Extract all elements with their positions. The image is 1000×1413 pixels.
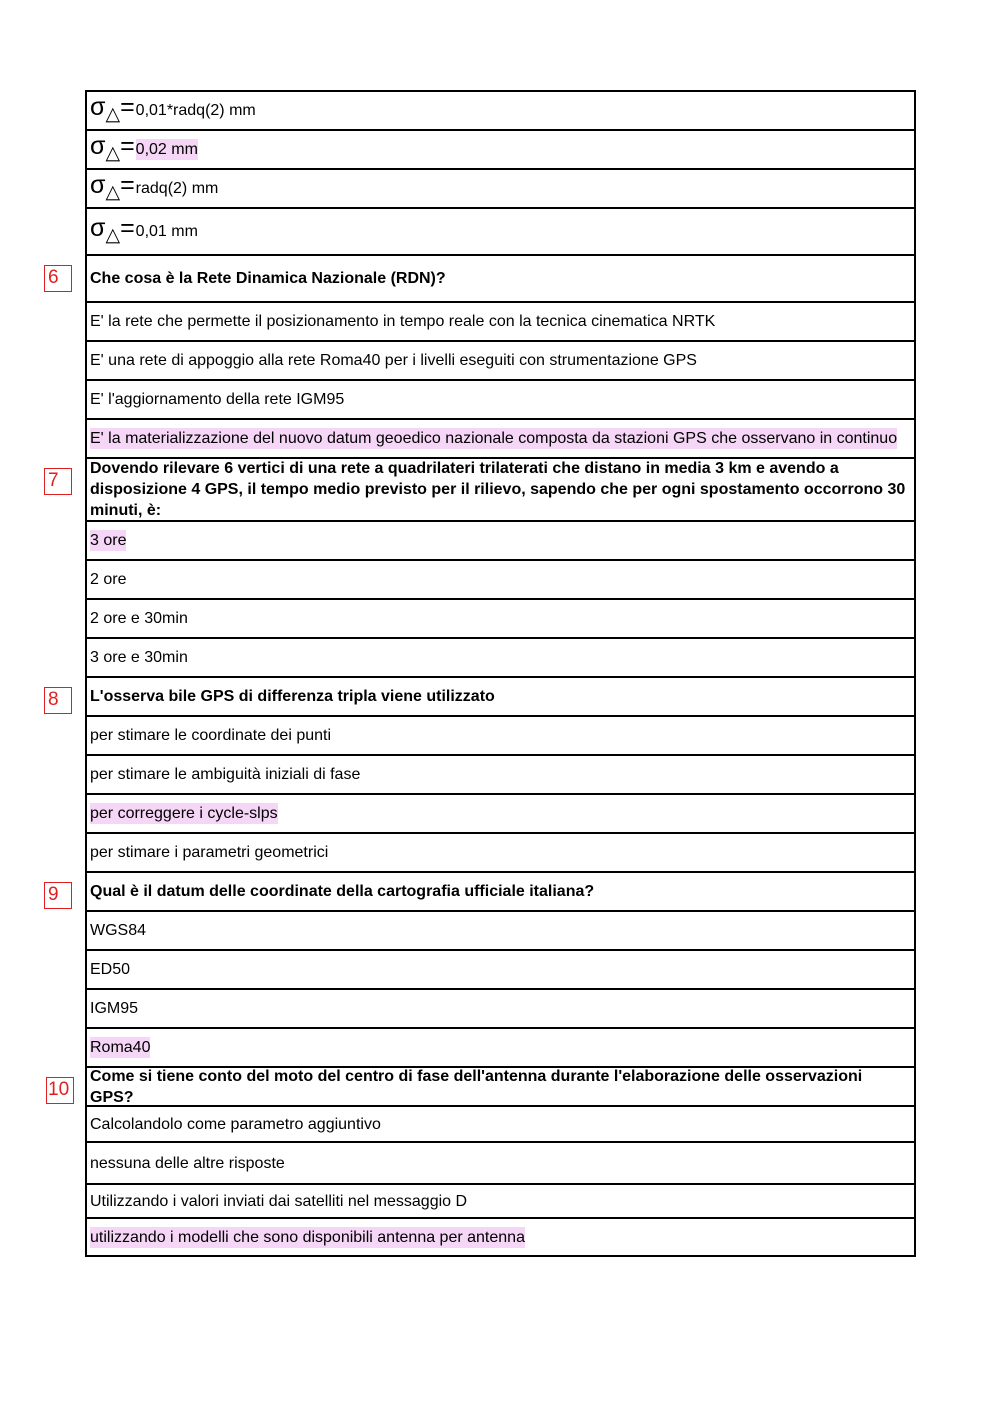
answer-text: E' una rete di appoggio alla rete Roma40 per i livelli eseguiti con strumentazione GPS (90, 352, 697, 369)
question-number-box: 8 (44, 687, 72, 714)
answer-option[interactable] (87, 795, 914, 834)
answer-text: IGM95 (90, 1000, 139, 1017)
question-row (87, 678, 914, 717)
delta-subscript: △ (105, 181, 121, 203)
question-text: Qual è il datum delle coordinate della cartografia ufficiale italiana? (90, 883, 595, 900)
sigma-delta-symbol (90, 213, 135, 248)
answer-option[interactable] (87, 1107, 914, 1143)
answer-option[interactable] (87, 1029, 914, 1068)
answer-option[interactable] (87, 1143, 914, 1185)
answer-text: 3 ore (90, 532, 127, 549)
answer-option[interactable] (87, 342, 914, 381)
delta-subscript: △ (105, 103, 121, 125)
equals-sign: = (120, 213, 135, 242)
answer-text: WGS84 (90, 922, 147, 939)
sigma-label: σ (90, 170, 106, 199)
delta-subscript: △ (105, 224, 121, 246)
answer-option[interactable] (87, 131, 914, 170)
answer-text: per stimare le coordinate dei punti (90, 727, 332, 744)
question-text: Dovendo rilevare 6 vertici di una rete a quadrilateri trilaterati che distano in media 3 km e avendo a disposizione 4 GPS, il tempo medio previsto per il rilievo, sapendo che per ogni spostamento occorrono 30 minuti, è: (90, 460, 906, 519)
answer-text: ED50 (90, 961, 131, 978)
sigma-delta-symbol (90, 92, 135, 127)
answer-text: Calcolandolo come parametro aggiuntivo (90, 1115, 381, 1133)
equals-sign: = (120, 170, 135, 199)
answer-text: E' la materializzazione del nuovo datum geoedico nazionale composta da stazioni GPS che osservano in continuo (90, 430, 898, 447)
answer-option[interactable] (87, 717, 914, 756)
answer-text: radq(2) mm (135, 180, 219, 197)
answer-option[interactable] (87, 1219, 914, 1257)
question-text: Che cosa è la Rete Dinamica Nazionale (RDN)? (90, 270, 446, 287)
answer-text: Roma40 (90, 1039, 151, 1056)
answer-option[interactable] (87, 92, 914, 131)
answer-option[interactable] (87, 951, 914, 990)
answer-text: 2 ore (90, 571, 127, 588)
answer-text: E' la rete che permette il posizionamento in tempo reale con la tecnica cinematica NRTK (90, 313, 716, 330)
answer-option[interactable] (87, 1185, 914, 1219)
answer-option[interactable] (87, 303, 914, 342)
question-number-box: 9 (44, 882, 72, 909)
answer-text: E' l'aggiornamento della rete IGM95 (90, 391, 345, 408)
question-text: L'osserva bile GPS di differenza tripla viene utilizzato (90, 688, 495, 705)
question-row (87, 1068, 914, 1107)
answer-text: Utilizzando i valori inviati dai satelliti nel messaggio D (90, 1192, 468, 1210)
question-number-box: 6 (44, 265, 72, 292)
answer-text: per correggere i cycle-slps (90, 805, 278, 822)
question-row (87, 873, 914, 912)
equals-sign: = (120, 131, 135, 160)
answer-option[interactable] (87, 834, 914, 873)
answer-text: 3 ore e 30min (90, 649, 188, 666)
answer-option[interactable] (87, 912, 914, 951)
answer-option[interactable] (87, 639, 914, 678)
question-number-box: 10 (46, 1077, 74, 1104)
answer-text: 0,01 mm (135, 223, 198, 240)
sigma-label: σ (90, 131, 106, 160)
answer-option[interactable] (87, 600, 914, 639)
quiz-sheet (85, 90, 916, 1257)
answer-text: 2 ore e 30min (90, 610, 188, 627)
equals-sign: = (120, 92, 135, 121)
answer-option[interactable] (87, 990, 914, 1029)
answer-text: per stimare le ambiguità iniziali di fase (90, 766, 361, 783)
question-text: Come si tiene conto del moto del centro di fase dell'antenna durante l'elaborazione delle osservazioni GPS? (90, 1068, 863, 1106)
sigma-delta-symbol (90, 131, 135, 166)
sigma-delta-symbol (90, 170, 135, 205)
answer-option[interactable] (87, 756, 914, 795)
question-row (87, 256, 914, 303)
answer-option[interactable] (87, 381, 914, 420)
answer-option[interactable] (87, 522, 914, 561)
answer-option[interactable] (87, 561, 914, 600)
question-row (87, 459, 914, 522)
sigma-label: σ (90, 92, 106, 121)
answer-text: utilizzando i modelli che sono disponibili antenna per antenna (90, 1228, 525, 1246)
answer-option[interactable] (87, 420, 914, 459)
answer-text: 0,01*radq(2) mm (135, 102, 256, 119)
delta-subscript: △ (105, 142, 121, 164)
answer-option[interactable] (87, 209, 914, 256)
answer-text: 0,02 mm (135, 141, 198, 158)
question-number-box: 7 (44, 468, 72, 495)
sigma-label: σ (90, 213, 106, 242)
answer-option[interactable] (87, 170, 914, 209)
answer-text: nessuna delle altre risposte (90, 1154, 285, 1172)
answer-text: per stimare i parametri geometrici (90, 844, 329, 861)
